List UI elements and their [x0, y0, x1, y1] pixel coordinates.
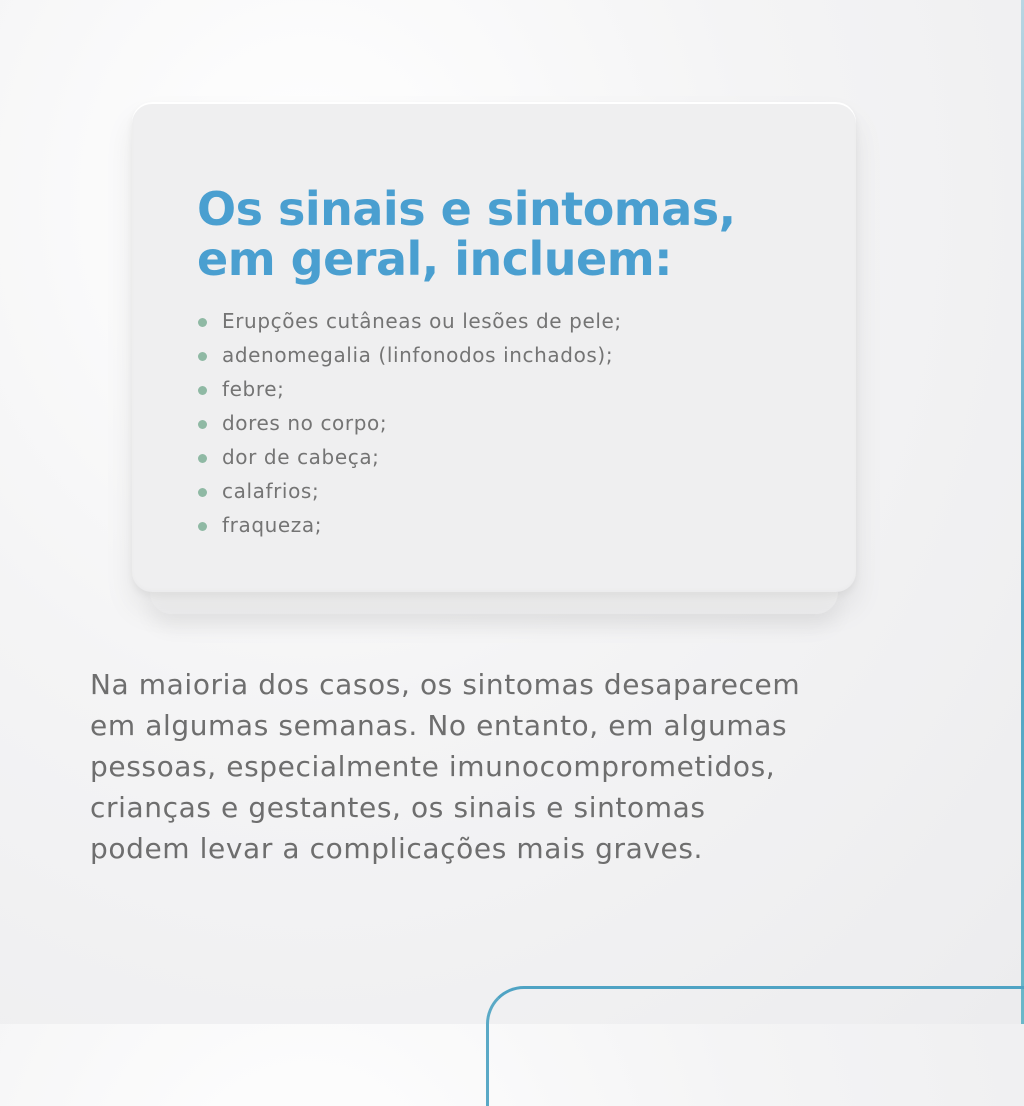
- list-item-label: dores no corpo;: [222, 411, 388, 435]
- paragraph-line: pessoas, especialmente imunocomprometidos,: [90, 750, 776, 783]
- list-item-label: fraqueza;: [222, 513, 323, 537]
- card-shadow-base: [150, 592, 838, 614]
- list-item-label: calafrios;: [222, 479, 320, 503]
- list-item: [196, 474, 622, 508]
- paragraph-line: Na maioria dos casos, os sintomas desaparecem: [90, 668, 801, 701]
- list-item: [196, 406, 622, 440]
- list-item: [196, 338, 622, 372]
- list-item: [196, 372, 622, 406]
- card-title-line: Os sinais e sintomas,: [197, 182, 736, 236]
- bullet-dot-icon: [198, 488, 207, 497]
- bullet-dot-icon: [198, 522, 207, 531]
- bullet-dot-icon: [198, 318, 207, 327]
- paragraph-line: podem levar a complicações mais graves.: [90, 832, 704, 865]
- paragraph-line: em algumas semanas. No entanto, em algumas: [90, 709, 788, 742]
- card-title-line: em geral, incluem:: [197, 232, 673, 286]
- symptoms-list: [196, 304, 622, 542]
- bullet-dot-icon: [198, 386, 207, 395]
- decorative-corner-arc: [486, 986, 1024, 1106]
- paragraph-line: crianças e gestantes, os sinais e sintomas: [90, 791, 706, 824]
- bullet-dot-icon: [198, 352, 207, 361]
- body-paragraph: [90, 664, 990, 869]
- bullet-dot-icon: [198, 420, 207, 429]
- list-item-label: Erupções cutâneas ou lesões de pele;: [222, 309, 622, 333]
- list-item-label: adenomegalia (linfonodos inchados);: [222, 343, 614, 367]
- list-item-label: febre;: [222, 377, 285, 401]
- bullet-dot-icon: [198, 454, 207, 463]
- list-item: [196, 440, 622, 474]
- list-item: [196, 304, 622, 338]
- list-item-label: dor de cabeça;: [222, 445, 380, 469]
- card-title: [197, 184, 736, 284]
- list-item: [196, 508, 622, 542]
